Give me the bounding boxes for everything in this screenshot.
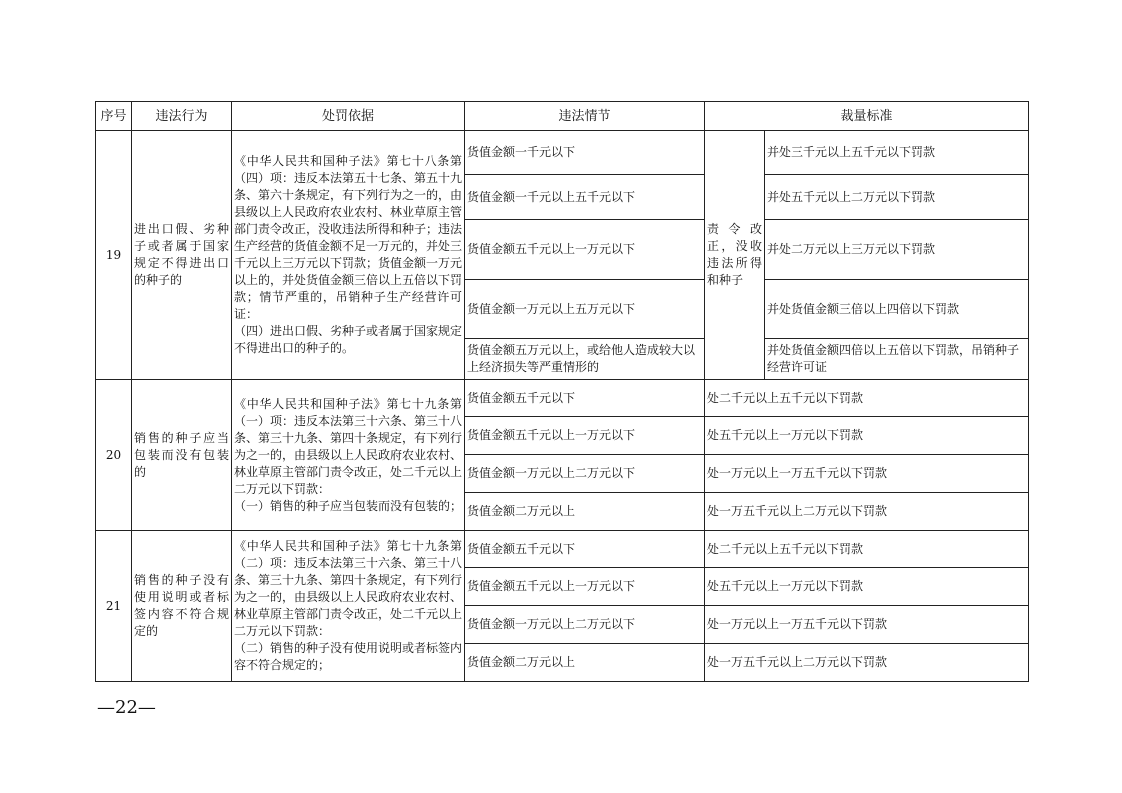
circumstance-cell: 货值金额一万元以上二万元以下 — [465, 606, 705, 644]
circumstance-cell: 货值金额一万元以上五万元以下 — [465, 280, 705, 339]
penalty-cell: 并处二万元以上三万元以下罚款 — [765, 220, 1029, 280]
table-row — [96, 380, 1029, 417]
row-number: 19 — [96, 131, 132, 380]
violation-act: 销售的种子没有使用说明或者标签内容不符合规定的 — [132, 531, 232, 682]
circumstance-cell: 货值金额五千元以下 — [465, 531, 705, 568]
circumstance-cell: 货值金额五千元以上一万元以下 — [465, 568, 705, 606]
basis-paragraph: 《中华人民共和国种子法》第七十九条第（二）项：违反本法第三十六条、第三十八条、第三十九条、第四十条规定，有下列行为之一的，由县级以上人民政府农业农村、林业草原主管部门责令改正，处二千元以上二万元以下罚款： — [234, 539, 463, 638]
penalty-cell: 处五千元以上一万元以下罚款 — [705, 568, 1029, 606]
basis-paragraph: （四）进出口假、劣种子或者属于国家规定不得进出口的种子的。 — [234, 324, 463, 355]
penalty-cell: 并处五千元以上二万元以下罚款 — [765, 175, 1029, 220]
violation-act: 进出口假、劣种子或者属于国家规定不得进出口的种子的 — [132, 131, 232, 380]
penalty-basis — [232, 380, 465, 531]
row-number: 21 — [96, 531, 132, 682]
table-row — [96, 531, 1029, 568]
circumstance-cell: 货值金额五千元以上一万元以下 — [465, 417, 705, 455]
circumstance-cell: 货值金额二万元以上 — [465, 493, 705, 531]
penalty-cell: 处一万元以上一万五千元以下罚款 — [705, 606, 1029, 644]
penalty-cell: 并处三千元以上五千元以下罚款 — [765, 131, 1029, 175]
header-circumstance: 违法情节 — [465, 102, 705, 131]
circumstance-cell: 货值金额五万元以上，或给他人造成较大以上经济损失等严重情形的 — [465, 339, 705, 380]
circumstance-cell: 货值金额五千元以下 — [465, 380, 705, 417]
circumstance-cell: 货值金额一千元以下 — [465, 131, 705, 175]
penalty-cell: 处一万元以上一万五千元以下罚款 — [705, 455, 1029, 493]
circumstance-cell: 货值金额一千元以上五千元以下 — [465, 175, 705, 220]
header-act: 违法行为 — [132, 102, 232, 131]
circumstance-cell: 货值金额五千元以上一万元以下 — [465, 220, 705, 280]
penalty-basis — [232, 531, 465, 682]
penalty-basis — [232, 131, 465, 380]
penalty-cell: 处一万五千元以上二万元以下罚款 — [705, 644, 1029, 682]
basis-paragraph: 《中华人民共和国种子法》第七十九条第（一）项：违反本法第三十六条、第三十八条、第三十九条、第四十条规定，有下列行为之一的，由县级以上人民政府农业农村、林业草原主管部门责令改正，处二千元以上二万元以下罚款： — [234, 396, 463, 496]
basis-paragraph: （二）销售的种子没有使用说明或者标签内容不符合规定的； — [234, 641, 463, 672]
violation-act: 销售的种子应当包装而没有包装的 — [132, 380, 232, 531]
table-row — [96, 131, 1029, 175]
header-standard: 裁量标准 — [705, 102, 1029, 131]
header-basis: 处罚依据 — [232, 102, 465, 131]
common-measure: 责令改正，没收违法所得和种子 — [705, 131, 765, 380]
penalty-cell: 处二千元以上五千元以下罚款 — [705, 380, 1029, 417]
penalty-cell: 处二千元以上五千元以下罚款 — [705, 531, 1029, 568]
row-number: 20 — [96, 380, 132, 531]
penalty-table — [95, 101, 1029, 682]
header-row — [96, 102, 1029, 131]
page-number: —22— — [97, 697, 156, 718]
basis-paragraph: （一）销售的种子应当包装而没有包装的； — [234, 498, 463, 513]
circumstance-cell: 货值金额二万元以上 — [465, 644, 705, 682]
penalty-cell: 处一万五千元以上二万元以下罚款 — [705, 493, 1029, 531]
basis-paragraph: 《中华人民共和国种子法》第七十八条第（四）项：违反本法第五十七条、第五十九条、第六十条规定，有下列行为之一的，由县级以上人民政府农业农村、林业草原主管部门责令改正，没收违法所得和种子；违法生产经营的货值金额不足一万元的，并处三千元以上三万元以下罚款；货值金额一万元以上的，并处货值金额三倍以上五倍以下罚款；情节严重的，吊销种子生产经营许可证： — [234, 154, 463, 321]
circumstance-cell: 货值金额一万元以上二万元以下 — [465, 455, 705, 493]
penalty-cell: 并处货值金额三倍以上四倍以下罚款 — [765, 280, 1029, 339]
penalty-cell: 并处货值金额四倍以上五倍以下罚款，吊销种子经营许可证 — [765, 339, 1029, 380]
penalty-cell: 处五千元以上一万元以下罚款 — [705, 417, 1029, 455]
header-number: 序号 — [96, 102, 132, 131]
